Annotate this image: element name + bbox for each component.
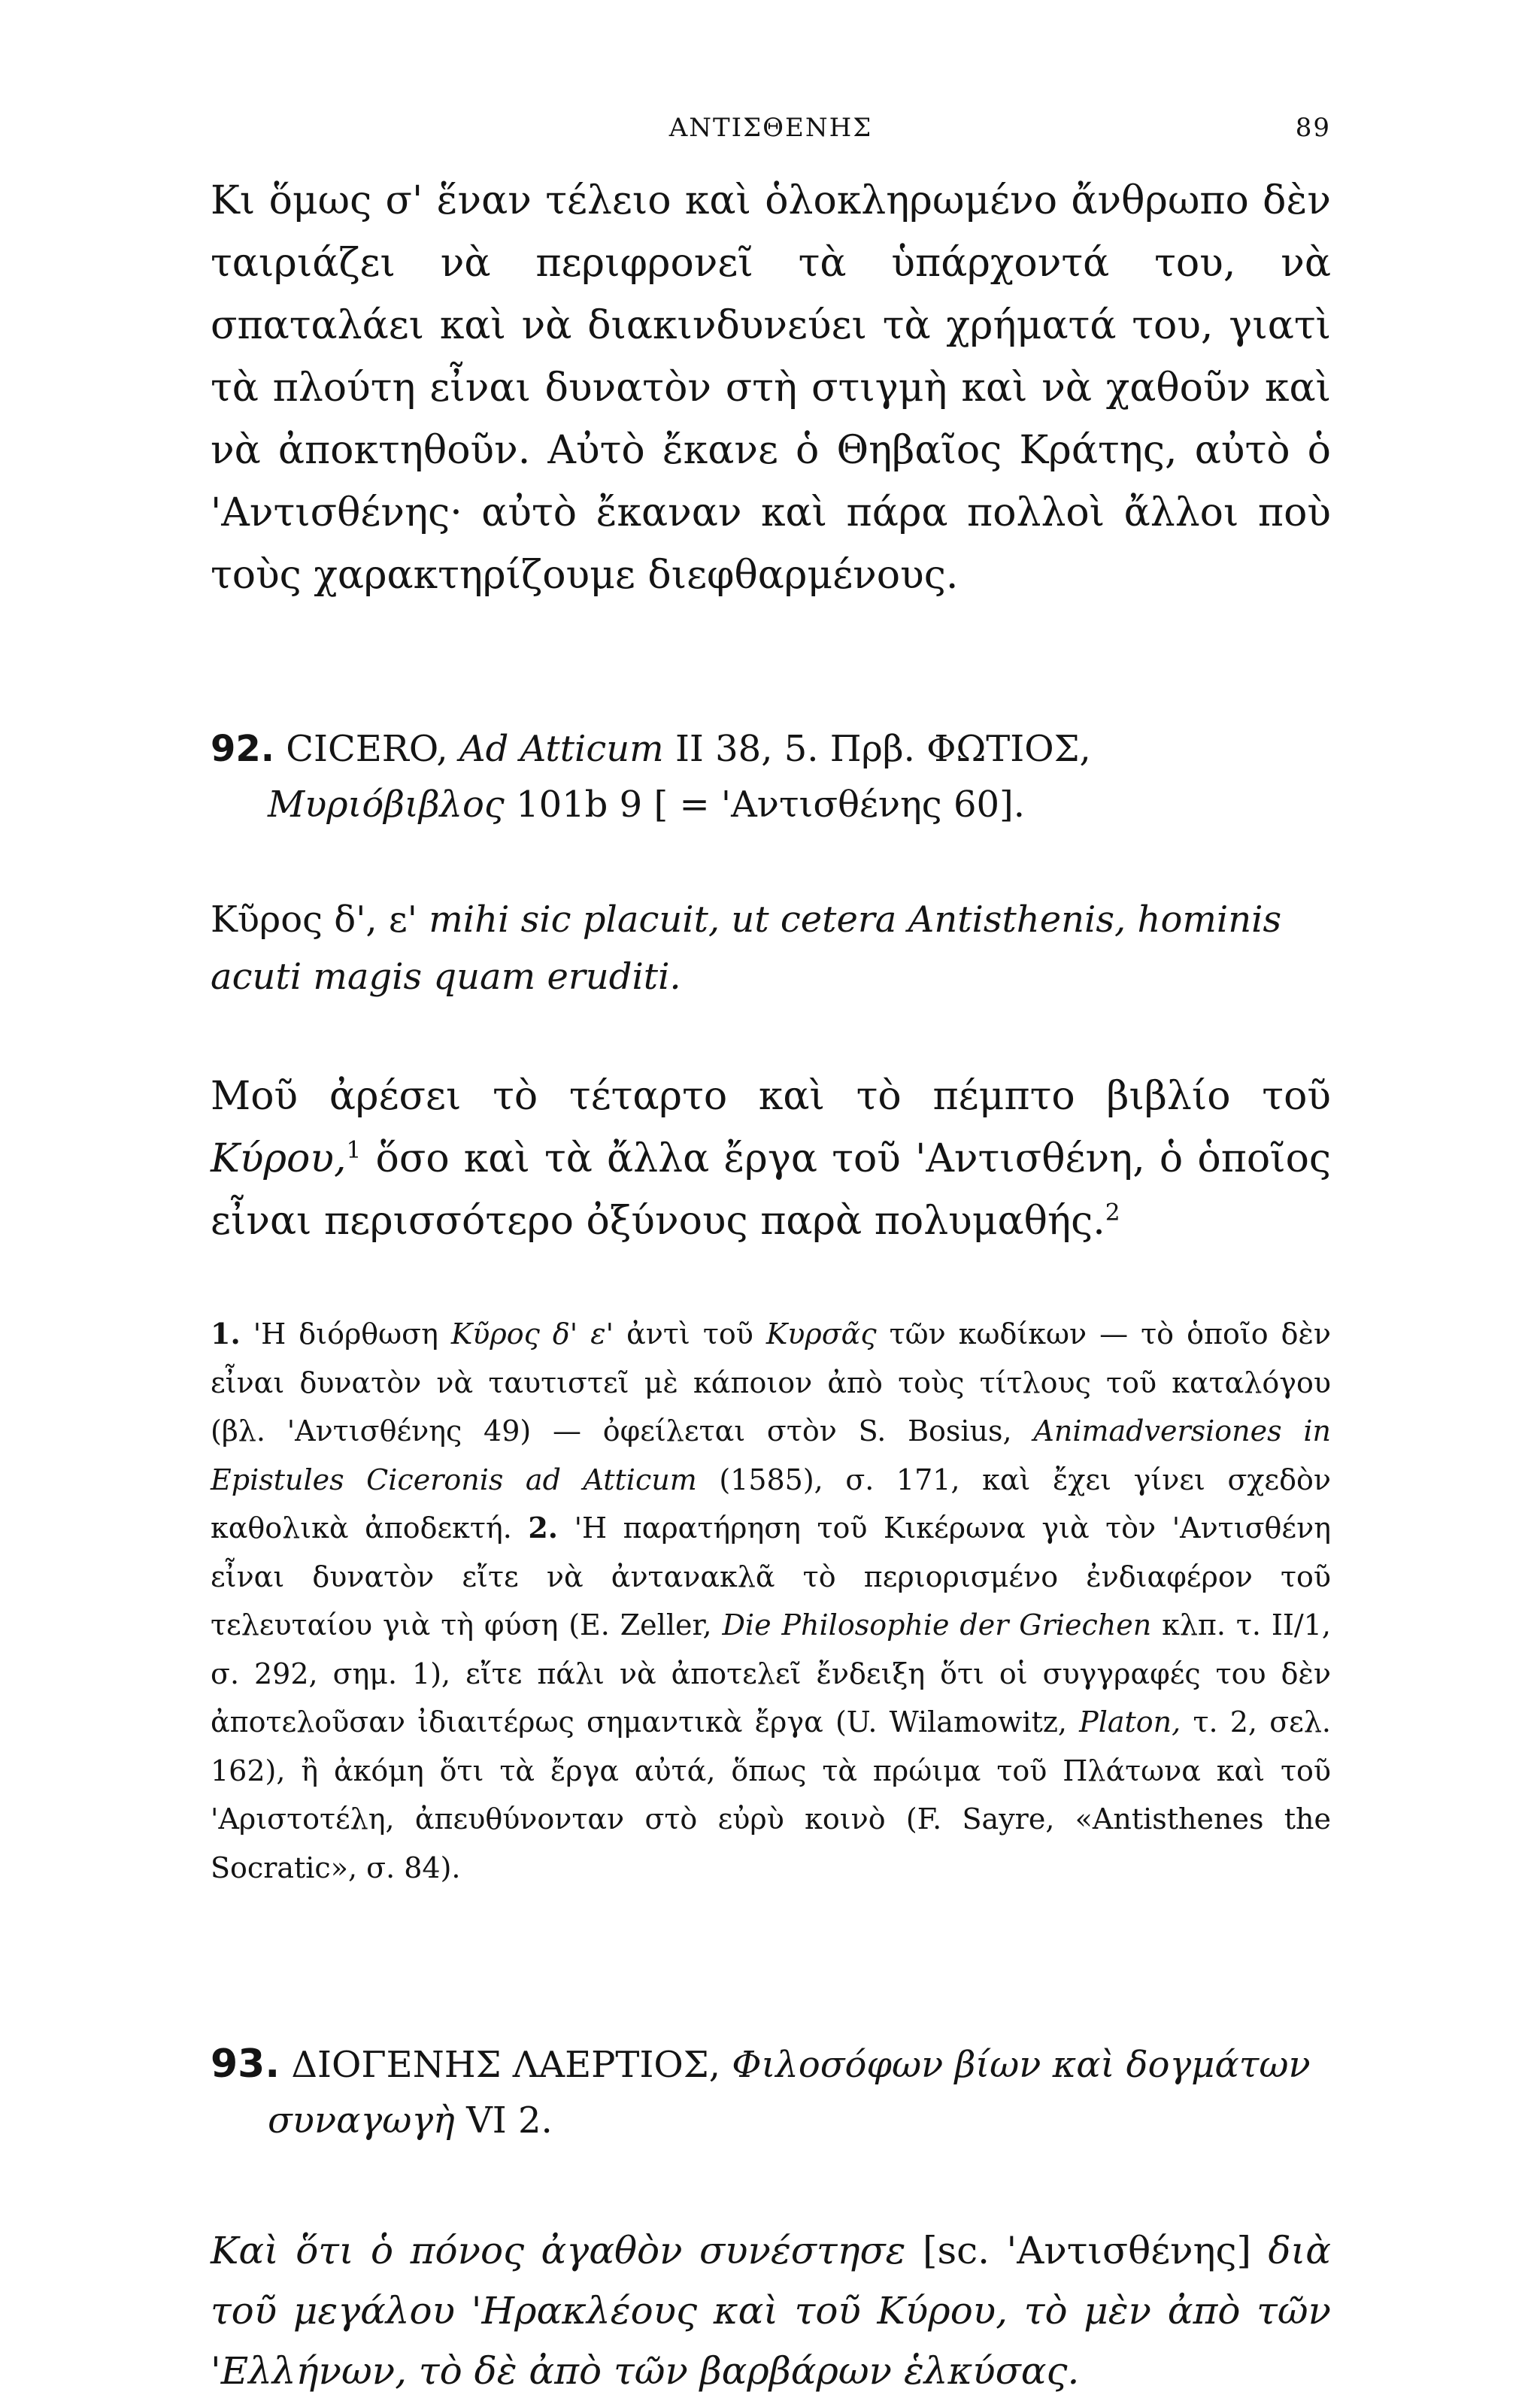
footnote-1-ital-b: Κυρσᾶς	[765, 1317, 877, 1351]
footnote-ref-1: 1	[346, 1136, 362, 1164]
footnotes	[211, 1310, 1331, 1892]
entry-93-number: 93.	[211, 2042, 280, 2087]
entry-92-author: CICERO,	[286, 728, 448, 770]
footnote-ref-2: 2	[1105, 1199, 1120, 1226]
entry-93-work: Φιλοσόφων βίων καὶ δογμάτων συναγωγὴ	[268, 2044, 1311, 2142]
greek-quote-93	[211, 2221, 1331, 2401]
footnote-1-text-b: ἀντὶ τοῦ	[626, 1317, 753, 1351]
entry-93-heading	[211, 2036, 1331, 2148]
footnote-1-text-c: τῶν κωδίκων — τὸ ὁποῖο δὲν εἶναι δυνατὸν νὰ ταυτιστεῖ μὲ κάποιον ἀπὸ τοὺς τίτλους τοῦ καταλόγου (βλ. 'Αντισθένης 49) — ὀφείλεται στὸν S. Bosius,	[211, 1317, 1331, 1448]
paragraph-fragment-91: Κι ὅμως σ' ἕναν τέλειο καὶ ὁλοκληρωμένο ἄνθρωπο δὲν ταιριάζει νὰ περιφρονεῖ τὰ ὑπάρχοντά του, νὰ σπαταλάει καὶ νὰ διακινδυνεύει τὰ χρήματά του, γιατὶ τὰ πλούτη εἶναι δυνατὸν στὴ στιγμὴ καὶ νὰ χαθοῦν καὶ νὰ ἀποκτηθοῦν. Αὐτὸ ἔκανε ὁ Θηβαῖος Κράτης, αὐτὸ ὁ 'Αντισθένης· αὐτὸ ἔκαναν καὶ πάρα πολλοὶ ἄλλοι ποὺ τοὺς χαρακτηρίζουμε διεφθαρμένους.	[211, 178, 1331, 598]
footnote-2-text-b: κλπ. τ. II/1, σ. 292, σημ. 1), εἴτε πάλι νὰ ἀποτελεῖ ἔνδειξη ὅτι οἱ συγγραφές του δὲν ἀποτελοῦσαν ἰδιαιτέρως σημαντικὰ ἔργα (U. Wilamowitz,	[211, 1608, 1331, 1739]
translation-text-1: Μοῦ ἀρέσει τὸ τέταρτο καὶ τὸ πέμπτο βιβλίο τοῦ	[211, 1074, 1331, 1119]
footnote-2-text-c: τ. 2, σελ. 162), ἢ ἀκόμη ὅτι τὰ ἔργα αὐτά, ὅπως τὰ πρώιμα τοῦ Πλάτωνα καὶ τοῦ 'Αριστοτέλη, ἀπευθύνονταν στὸ εὐρὺ κοινὸ (F. Sayre, «Antisthenes the Socratic», σ. 84).	[211, 1705, 1331, 1884]
footnote-2-number: 2.	[528, 1511, 559, 1545]
greek-quote-93-part-1: Καὶ ὅτι ὁ πόνος ἀγαθὸν συνέστησε	[211, 2229, 906, 2272]
entry-92-heading	[211, 721, 1331, 832]
entry-92-ref2: 101b 9 [ = 'Αντισθένης 60].	[516, 784, 1026, 826]
footnote-1-ital-c: Animadversiones in Epistules Ciceronis ad Atticum	[211, 1414, 1331, 1496]
running-head-title: ΑΝΤΙΣΘΕΝΗΣ	[668, 113, 873, 143]
greek-quote-93-part-2: διὰ τοῦ μεγάλου 'Ηρακλέους καὶ τοῦ Κύρου, τὸ μὲν ἀπὸ τῶν 'Ελλήνων, τὸ δὲ ἀπὸ τῶν βαρβάρων ἑλκύσας.	[211, 2229, 1331, 2393]
entry-92-ref: II 38, 5. Πρβ. ΦΩΤΙΟΣ,	[675, 728, 1091, 770]
latin-quote-pre: Κῦρος δ', ε'	[211, 899, 417, 941]
entry-92-number: 92.	[211, 728, 275, 770]
latin-quote-text: mihi sic placuit, ut cetera Antisthenis, hominis acuti magis quam eruditi.	[211, 899, 1282, 998]
book-page	[211, 113, 1331, 2401]
latin-quote	[211, 891, 1331, 1005]
page-number: 89	[1295, 113, 1331, 143]
footnote-2-ital-a: Die Philosophie der Griechen	[722, 1608, 1152, 1642]
footnote-2-text-a: 'Η παρατήρηση τοῦ Κικέρωνα γιὰ τὸν 'Αντισθένη εἶναι δυνατὸν εἴτε νὰ ἀντανακλᾶ τὸ περιορισμένο ἐνδιαφέρον τοῦ τελευταίου γιὰ τὴ φύση (E. Zeller,	[211, 1511, 1331, 1642]
running-head	[211, 113, 1331, 158]
greek-quote-93-bracket: [sc. 'Αντισθένης]	[922, 2229, 1252, 2272]
translation-kyrou: Κύρου,	[211, 1136, 347, 1181]
footnote-1-text-a: 'Η διόρθωση	[253, 1317, 438, 1351]
entry-93-ref: VI 2.	[466, 2099, 553, 2142]
entry-92-work2: Μυριόβιβλος	[268, 784, 505, 826]
footnote-1-number: 1.	[211, 1317, 241, 1351]
entry-93-author: ΔΙΟΓΕΝΗΣ ΛΑΕΡΤΙΟΣ,	[291, 2044, 720, 2086]
footnote-2-ital-b: Platon,	[1079, 1705, 1181, 1739]
translation-text-2: ὅσο καὶ τὰ ἄλλα ἔργα τοῦ 'Αντισθένη, ὁ ὁποῖος εἶναι περισσότερο ὀξύνους παρὰ πολυμαθής.	[211, 1136, 1332, 1244]
footnote-1-ital-a: Κῦρος δ' ε'	[450, 1317, 614, 1351]
entry-92-work: Ad Atticum	[459, 728, 664, 770]
translation-paragraph	[211, 1066, 1331, 1253]
footnote-1-text-d: (1585), σ. 171, καὶ ἔχει γίνει σχεδὸν καθολικὰ ἀποδεκτή.	[211, 1463, 1331, 1545]
